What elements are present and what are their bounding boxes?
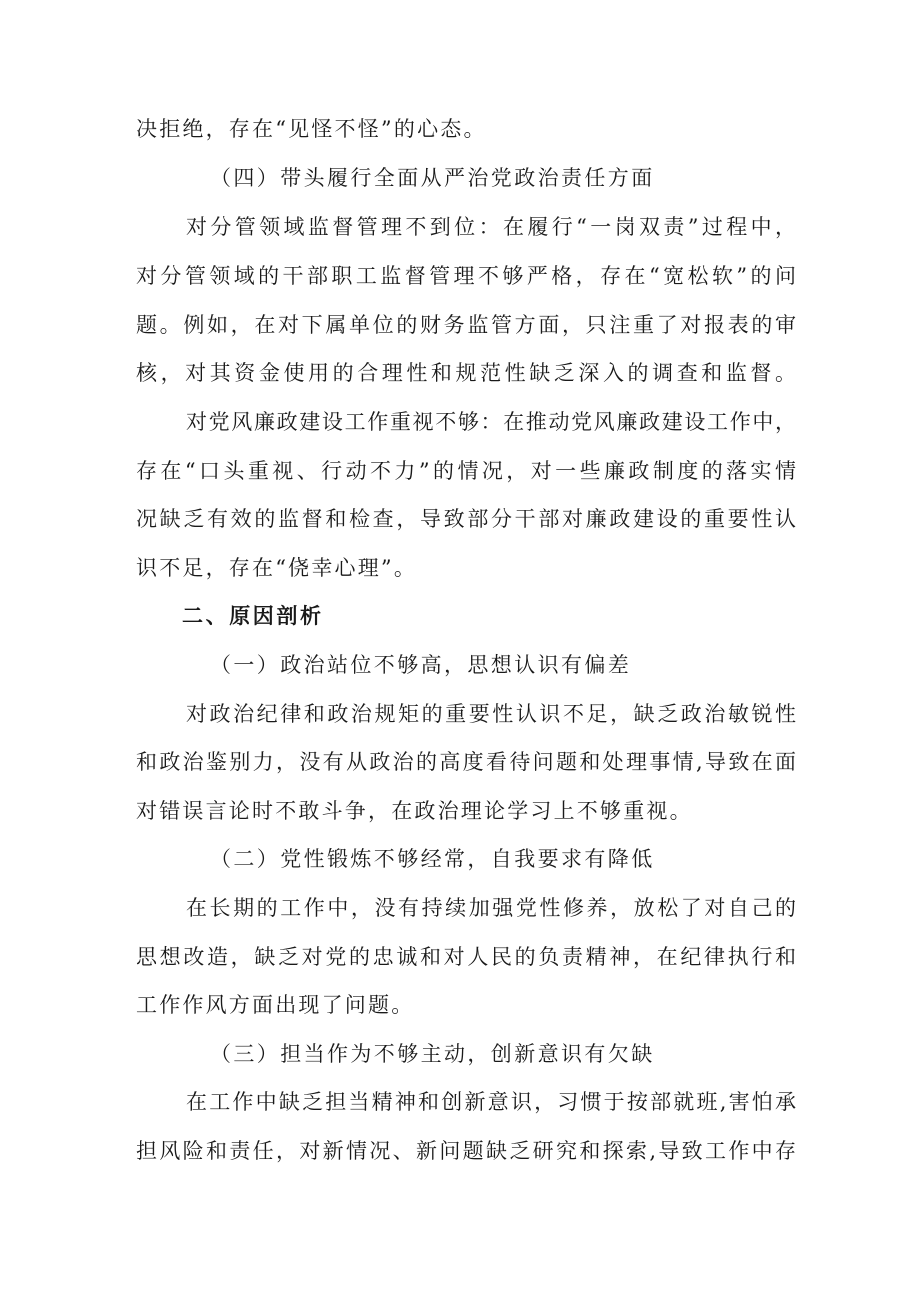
paragraph-line: 工作作风方面出现了问题。 [136, 993, 415, 1017]
paragraph-line: 核，对其资金使用的合理性和规范性缺乏深入的调查和监督。 [136, 361, 796, 385]
paragraph-line: 对分管领域的干部职工监督管理不够严格，存在“宽松软”的问 [136, 264, 796, 288]
paragraph-line: 思想改造，缺乏对党的忠诚和对人民的负责精神，在纪律执行和 [136, 945, 796, 969]
section-subheading: （一）政治站位不够高，思想认识有偏差 [210, 653, 632, 677]
paragraph-line: 题。例如，在对下属单位的财务监管方面，只注重了对报表的审 [136, 313, 796, 337]
section-subheading: （三）担当作为不够主动，创新意识有欠缺 [210, 1042, 655, 1066]
paragraph-line: 识不足，存在“侥幸心理”。 [136, 556, 418, 580]
section-heading: 二、原因剖析 [182, 604, 324, 628]
paragraph-line: 对错误言论时不敢斗争，在政治理论学习上不够重视。 [136, 799, 693, 823]
paragraph-line: 在工作中缺乏担当精神和创新意识，习惯于按部就班,害怕承 [186, 1090, 796, 1114]
paragraph-line: 担风险和责任，对新情况、新问题缺乏研究和探索,导致工作中存 [136, 1139, 796, 1163]
paragraph-line: 和政治鉴别力，没有从政治的高度看待问题和处理事情,导致在面 [136, 750, 796, 774]
section-subheading: （四）带头履行全面从严治党政治责任方面 [210, 166, 655, 190]
paragraph-line: 决拒绝，存在“见怪不怪”的心态。 [136, 117, 487, 141]
paragraph-line: 在长期的工作中，没有持续加强党性修养，放松了对自己的 [186, 896, 796, 920]
section-subheading: （二）党性锻炼不够经常，自我要求有降低 [210, 847, 655, 871]
paragraph-line: 存在“口头重视、行动不力”的情况，对一些廉政制度的落实情 [136, 459, 796, 483]
paragraph-line: 况缺乏有效的监督和检查，导致部分干部对廉政建设的重要性认 [136, 507, 796, 531]
paragraph-line: 对党风廉政建设工作重视不够：在推动党风廉政建设工作中， [186, 410, 796, 434]
paragraph-line: 对分管领域监督管理不到位：在履行“一岗双责”过程中， [186, 215, 796, 239]
paragraph-line: 对政治纪律和政治规矩的重要性认识不足，缺乏政治敏锐性 [186, 702, 796, 726]
